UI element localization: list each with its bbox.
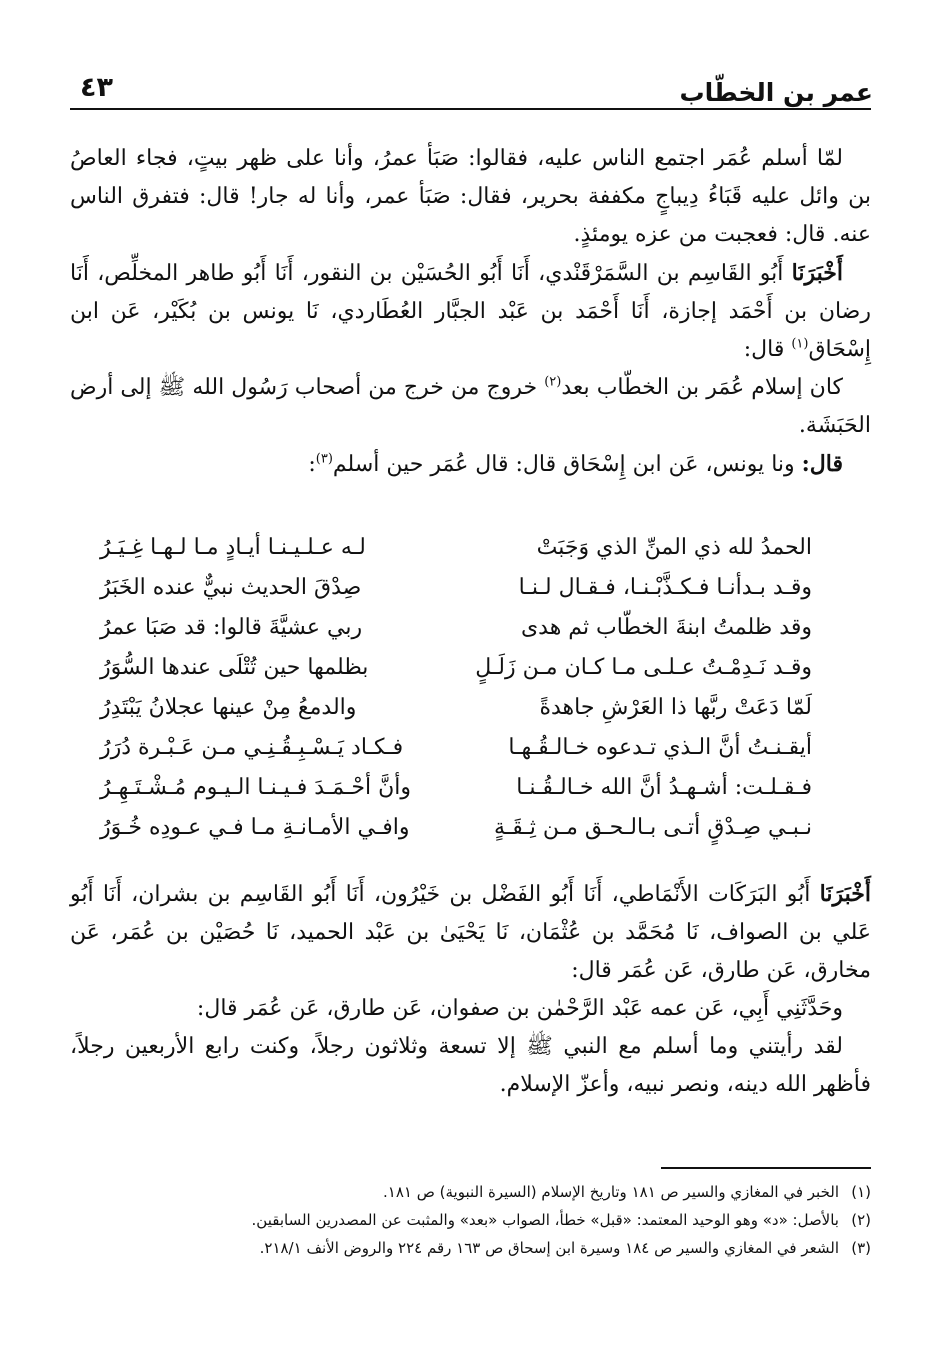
verse-first-hemistich: وقد ظلمتُ ابنةَ الخطّاب ثم هدى	[520, 615, 812, 640]
paragraph-4-tail: :	[308, 452, 316, 477]
qala-lead: قال:	[801, 451, 843, 477]
footnote-number: (٣)	[851, 1239, 871, 1257]
verse-first-hemistich: فـقـلـت: أشـهـدُ أنَّ الله خـالـقُـنـا	[516, 775, 812, 800]
footnote-number: (٢)	[851, 1211, 871, 1229]
verse-second-hemistich: والدمعُ مِنْ عينها عجلانُ يَبْتَدِرُ	[100, 695, 357, 720]
footnote-text: بالأصل: «د» وهو الوحيد المعتمد: «قبل» خطأ، الصواب «بعد» والمثبت عن المصدرين السابقين.	[251, 1211, 839, 1229]
poem-verse	[100, 695, 812, 735]
footnote	[70, 1234, 871, 1262]
verse-first-hemistich: نـبـي صِـدْقٍ أتـى بـالـحـق مـن ثِـقَـةٍ	[493, 815, 812, 840]
footnote-ref-3[interactable]: (٣)	[315, 451, 333, 467]
verse-first-hemistich: وقـد نَـدِمْـتُ عـلـى مـا كـان مـن زَلَـلٍ	[475, 655, 812, 680]
paragraph-4-text: ونا يونس، عَن ابن إِسْحَاق قال: قال عُمَر حين أسلم	[332, 452, 802, 477]
paragraph-4	[70, 445, 871, 484]
footnote-number: (١)	[851, 1183, 871, 1201]
poem	[100, 535, 812, 855]
paragraph-3-text-b: خروج من خرج من أصحاب رَسُول الله ﷺ إلى أرض الحَبَشَة.	[70, 375, 871, 438]
footnotes	[70, 1178, 871, 1262]
paragraph-2	[70, 254, 871, 369]
verse-second-hemistich: وافـي الأمـانـةِ مـا فـي عـودِه خُـوَرُ	[100, 815, 410, 840]
verse-first-hemistich: أيقـنـتُ أنَّ الـذي تـدعوه خـالـقُـهـا	[508, 735, 812, 760]
paragraph-3	[70, 369, 871, 445]
poem-verse	[100, 615, 812, 655]
poem-verse	[100, 655, 812, 695]
verse-second-hemistich: صِدْقَ الحديث نبيٌّ عنده الخَبَرُ	[100, 575, 362, 600]
paragraph-3-text-a: كان إسلام عُمَر بن الخطّاب بعد	[561, 375, 843, 400]
running-header-title: عمر بن الخطّاب	[679, 78, 873, 107]
footnote	[70, 1206, 871, 1234]
isnad-lead: أَخْبَرَنَا	[791, 260, 843, 286]
footnote-separator	[661, 1167, 871, 1169]
isnad-lead: أَخْبَرَنَا	[819, 881, 871, 907]
poem-verse	[100, 775, 812, 815]
paragraph-7: لقد رأيتني وما أسلم مع النبي ﷺ إلا تسعة وثلاثون رجلاً، وكنت رابع الأربعين رجلاً، فأظهر الله دينه، ونصر نبيه، وأعزّ الإسلام.	[70, 1034, 871, 1097]
paragraph-5-text: أَبُو البَرَكَات الأَنْمَاطي، أَنَا أَبُو الفَضْل بن خَيْرُون، أَنَا أَبُو القَاسِم بن بشران، أَنَا أَبُو عَلي بن الصواف، نَا مُحَمَّد بن عُثْمَان، نَا يَحْيَىٰ بن عَبْد الحميد، نَا حُصَيْن بن عُمَر، عَن مخارق، عَن طارق، عَن عُمَر قال:	[70, 882, 871, 983]
poem-verse	[100, 735, 812, 775]
verse-second-hemistich: فـكـاد يَـسْـبِـقُـنِـي مـن عَـبْـرة دُرَرُ	[100, 735, 404, 760]
verse-first-hemistich: وقـد بـدأنـا فـكـذَّبْـنـا، فـقـال لـنـا	[518, 575, 812, 600]
main-text-continued	[70, 875, 871, 1104]
main-text	[70, 140, 871, 484]
footnote-text: الخبر في المغازي والسير ص ١٨١ وتاريخ الإسلام (السيرة النبوية) ص ١٨١.	[383, 1183, 839, 1201]
footnote-ref-1[interactable]: (١)	[791, 336, 809, 352]
page-number: ٤٣	[80, 72, 113, 103]
poem-verse	[100, 815, 812, 855]
poem-verse	[100, 535, 812, 575]
verse-second-hemistich: بظلمها حين تُتْلَى عندها السُّوَرُ	[100, 655, 369, 680]
poem-verse	[100, 575, 812, 615]
verse-first-hemistich: لَمّا دَعَتْ ربَّها ذا العَرْشِ جاهدةً	[539, 695, 812, 720]
verse-second-hemistich: وأنَّ أحْـمَـدَ فـيـنـا الـيـوم مُـشْـتَـهِـرُ	[100, 775, 412, 800]
footnote-ref-2[interactable]: (٢)	[544, 374, 562, 390]
header-rule	[70, 108, 871, 110]
verse-second-hemistich: لـه عـلـيـنـا أيـادٍ مـا لـهـا غِـيَـرُ	[100, 535, 366, 560]
verse-second-hemistich: ربي عشيَّةَ قالوا: قد صَبَا عمرُ	[100, 615, 363, 640]
paragraph-5	[70, 875, 871, 990]
footnote-text: الشعر في المغازي والسير ص ١٨٤ وسيرة ابن إسحاق ص ١٦٣ رقم ٢٢٤ والروض الأنف ٢١٨/١.	[259, 1239, 839, 1257]
paragraph-6: وحَدَّثَنِي أَبِي، عَن عمه عَبْد الرَّحْمٰن بن صفوان، عَن طارق، عَن عُمَر قال:	[196, 996, 843, 1021]
paragraph-1: لمّا أسلم عُمَر اجتمع الناس عليه، فقالوا: صَبَأ عمرُ، وأنا على ظهر بيتٍ، فجاء العاصُ بن وائل عليه قَبَاءُ دِيباجٍ مكففة بحرير، فقال: صَبَأ عمر، وأنا له جار! قال: فتفرق الناس عنه. قال: فعجبت من عزه يومئذٍ.	[70, 146, 871, 247]
verse-first-hemistich: الحمدُ لله ذي المنِّ الذي وَجَبَتْ	[536, 535, 812, 560]
paragraph-2-tail: قال:	[743, 337, 792, 362]
paragraph-2-text: أَبُو القَاسِم بن السَّمَرْقَنْدي، أَنَا أَبُو الحُسَيْن بن النقور، أَنَا أَبُو طاهر المخلِّص، أَنَا رضان بن أَحْمَد إجازة، أَنَا أَحْمَد بن عَبْد الجبَّار العُطَاردي، نَا يونس بن بُكَيْر، عَن ابن إِسْحَاق	[70, 261, 871, 362]
footnote	[70, 1178, 871, 1206]
